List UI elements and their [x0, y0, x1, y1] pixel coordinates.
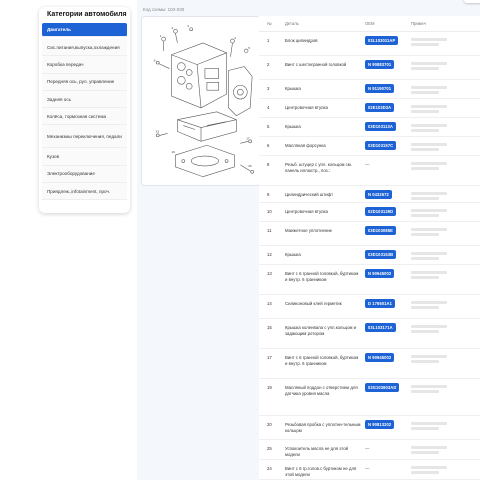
svg-text:2: 2 — [171, 26, 174, 31]
row-part-name: Винт с 6 гранной головкой, буртиком и внутр. 6 гранником — [285, 271, 359, 282]
header-note: Примеч — [411, 21, 426, 26]
row-part-name: Масляная форсунка — [285, 143, 326, 148]
row-part-name: Манжетное уплотнение — [285, 228, 333, 233]
row-note — [409, 222, 480, 236]
row-oem-cell — [365, 349, 409, 362]
row-number: 20 — [267, 422, 272, 427]
oem-number-button[interactable]: N 90945002 — [365, 269, 394, 278]
table-row[interactable] — [259, 460, 480, 480]
note-placeholder — [411, 427, 439, 430]
header-part: Деталь — [285, 21, 299, 26]
note-placeholder — [411, 43, 439, 46]
row-part-name: Центровочная втулка — [285, 209, 328, 214]
table-row[interactable] — [259, 246, 480, 265]
category-item-front-axle-steering[interactable]: Передняя ось, рул. управление — [42, 74, 127, 91]
row-number: 25 — [267, 446, 272, 451]
row-oem-cell — [365, 156, 409, 167]
category-item-engine[interactable]: Двигатель — [42, 23, 127, 37]
scheme-code: Код схемы: 103-030 — [143, 7, 185, 12]
row-number: 10 — [267, 209, 272, 214]
table-row[interactable] — [259, 379, 480, 416]
row-oem-cell — [365, 246, 409, 259]
row-number: 9 — [267, 192, 270, 197]
oem-number-button[interactable]: N 91190701 — [365, 84, 394, 93]
row-number: 1 — [267, 38, 270, 43]
category-item-wheels-brakes[interactable]: Колёса, тормозная система — [42, 108, 127, 125]
table-row[interactable] — [259, 99, 480, 118]
note-placeholder — [411, 143, 447, 146]
row-part-name: Винт с шестигранной головкой — [285, 62, 347, 67]
category-item-accessories[interactable]: Приядлеж.,infotainment, проч. — [42, 183, 127, 200]
category-item-gearbox[interactable]: Коробка передач — [42, 56, 127, 73]
note-placeholder — [411, 167, 439, 170]
header-number: № — [267, 21, 272, 26]
row-oem-cell — [365, 265, 409, 278]
row-oem-cell — [365, 80, 409, 93]
oem-number-button[interactable]: 03G103603AD — [365, 383, 399, 392]
note-placeholder — [411, 360, 439, 363]
note-placeholder — [411, 228, 447, 231]
row-number: 8 — [267, 162, 270, 167]
svg-text:5: 5 — [248, 45, 250, 50]
row-number: 24 — [267, 466, 272, 471]
row-note — [409, 440, 480, 454]
note-placeholder — [411, 466, 447, 469]
row-number: 2 — [267, 62, 270, 67]
table-row[interactable] — [259, 156, 480, 186]
row-part-name: Крышка — [285, 124, 301, 129]
row-note — [409, 156, 480, 170]
parts-table — [259, 16, 480, 480]
note-placeholder — [411, 148, 439, 151]
note-placeholder — [411, 271, 447, 274]
note-placeholder — [411, 124, 447, 127]
row-number: 19 — [267, 385, 272, 390]
row-oem-cell — [365, 295, 409, 308]
oem-number-button[interactable]: 03D103157C — [365, 141, 396, 150]
row-note — [409, 379, 480, 393]
table-row[interactable] — [259, 118, 480, 137]
oem-number-button[interactable]: N 0432672 — [365, 190, 392, 199]
row-oem-cell — [365, 32, 409, 45]
category-item-electrics[interactable]: Электрооборудование — [42, 166, 127, 183]
table-row[interactable] — [259, 319, 480, 349]
oem-number-button[interactable]: 02E103D3A — [365, 103, 394, 112]
row-number: 13 — [267, 271, 272, 276]
engine-block-diagram — [142, 17, 260, 185]
oem-number-button[interactable]: N 90883701 — [365, 60, 394, 69]
note-placeholder — [411, 252, 447, 255]
oem-number-button[interactable]: 03L103171A — [365, 323, 396, 332]
category-item-body[interactable]: Кузов — [42, 148, 127, 165]
note-placeholder — [411, 446, 447, 449]
row-note — [409, 295, 480, 309]
top-right-button[interactable] — [464, 0, 480, 3]
note-placeholder — [411, 67, 439, 70]
note-placeholder — [411, 129, 439, 132]
svg-text:1: 1 — [159, 34, 162, 39]
svg-text:3: 3 — [187, 24, 189, 29]
row-note — [409, 99, 480, 113]
parts-table-header — [259, 16, 480, 32]
row-oem-cell — [365, 319, 409, 332]
row-oem-cell — [365, 203, 409, 216]
row-number: 12 — [267, 252, 272, 257]
oem-number-button[interactable]: 03D103153B — [365, 250, 396, 259]
table-row[interactable] — [259, 349, 480, 379]
oem-number-button[interactable]: 03L103011AP — [365, 36, 398, 45]
row-part-name: Блок цилиндров — [285, 38, 318, 43]
note-placeholder — [411, 162, 447, 165]
table-row[interactable] — [259, 80, 480, 99]
note-placeholder — [411, 422, 447, 425]
table-row[interactable] — [259, 265, 480, 295]
note-placeholder — [411, 257, 439, 260]
parts-table-body — [259, 32, 480, 480]
row-oem-cell — [365, 440, 409, 451]
row-note — [409, 246, 480, 260]
table-row[interactable] — [259, 222, 480, 246]
note-placeholder — [411, 192, 447, 195]
row-number: 15 — [267, 325, 272, 330]
row-part-name: Резьб. штуцер с упл. кольцом см. панель иллюстр., поз.: — [285, 162, 352, 173]
note-placeholder — [411, 276, 439, 279]
note-placeholder — [411, 330, 439, 333]
row-note — [409, 203, 480, 217]
table-row[interactable] — [259, 203, 480, 222]
row-note — [409, 137, 480, 151]
note-placeholder — [411, 86, 447, 89]
row-part-name: Масляный поддон с отверстием для датчика уровня масла — [285, 385, 358, 396]
row-oem-cell — [365, 118, 409, 131]
row-part-name: Винт с 6 гранной головкой, буртиком и внутр. 6 гранником — [285, 355, 359, 366]
table-row[interactable] — [259, 32, 480, 56]
row-part-name: Крышка коленвала с упл.кольцом и задающим ротором — [285, 325, 357, 336]
category-item-rear-axle[interactable]: Задняя ось — [42, 91, 127, 108]
note-placeholder — [411, 62, 447, 65]
row-oem-cell — [365, 186, 409, 199]
note-placeholder — [411, 214, 439, 217]
row-part-name: Силиконовый клей герметик — [285, 301, 342, 306]
row-note — [409, 118, 480, 132]
svg-text:6: 6 — [153, 58, 156, 63]
note-placeholder — [411, 451, 439, 454]
row-note — [409, 265, 480, 279]
table-row[interactable] — [259, 416, 480, 440]
oem-number-button[interactable]: D 176501A1 — [365, 299, 395, 308]
exploded-diagram[interactable] — [141, 16, 261, 186]
main-area — [137, 0, 480, 480]
row-part-name: Винт с 6 гр.голов.с буртиком не для этой модели — [285, 466, 357, 477]
row-note — [409, 186, 480, 200]
row-number: 6 — [267, 143, 270, 148]
row-oem-cell — [365, 137, 409, 150]
category-panel-title: Категории автомобиля — [47, 11, 127, 18]
note-placeholder — [411, 306, 439, 309]
row-oem-cell — [365, 460, 409, 471]
row-oem-cell — [365, 56, 409, 69]
row-part-name: Цилиндрический штифт — [285, 192, 334, 197]
row-note — [409, 460, 480, 474]
oem-number-button[interactable]: 03D103113A — [365, 122, 396, 131]
row-part-name: Центровочная втулка — [285, 105, 328, 110]
category-panel — [39, 7, 130, 213]
note-placeholder — [411, 209, 447, 212]
svg-text:19: 19 — [171, 150, 175, 155]
table-row[interactable] — [259, 186, 480, 203]
oem-number-button[interactable]: N 90813202 — [365, 420, 394, 429]
note-placeholder — [411, 355, 447, 358]
note-placeholder — [411, 38, 447, 41]
row-oem-cell — [365, 416, 409, 429]
row-note — [409, 349, 480, 363]
table-row[interactable] — [259, 295, 480, 319]
row-oem-cell — [365, 222, 409, 235]
row-oem-empty: — — [365, 466, 370, 471]
category-item-fuel-exhaust-cooling[interactable]: Сис.питания,выпуска,охлаждения — [42, 39, 127, 56]
oem-number-button[interactable]: N 90945002 — [365, 353, 394, 362]
oem-number-button[interactable]: 03D103085E — [365, 226, 396, 235]
svg-text:4: 4 — [234, 36, 237, 41]
row-part-name: Резьбовая пробка с уплотни-тельным кольцом — [285, 422, 361, 433]
row-number: 3 — [267, 86, 270, 91]
row-part-name: Крышка — [285, 86, 301, 91]
row-note — [409, 416, 480, 430]
note-placeholder — [411, 390, 439, 393]
header-oem: OEM — [365, 21, 375, 26]
table-row[interactable] — [259, 137, 480, 156]
row-part-name: Крышка — [285, 252, 301, 257]
note-placeholder — [411, 110, 439, 113]
row-note — [409, 32, 480, 46]
row-number: 11 — [267, 228, 272, 233]
oem-number-button[interactable]: 02D103139D — [365, 207, 396, 216]
row-number: 5 — [267, 124, 270, 129]
table-row[interactable] — [259, 56, 480, 80]
svg-text:20: 20 — [248, 163, 252, 168]
note-placeholder — [411, 105, 447, 108]
note-placeholder — [411, 197, 439, 200]
note-placeholder — [411, 91, 439, 94]
row-number: 17 — [267, 355, 272, 360]
note-placeholder — [411, 325, 447, 328]
note-placeholder — [411, 471, 439, 474]
category-list — [39, 23, 130, 200]
category-item-shift-pedals[interactable]: Механизмы переключения, педали — [42, 125, 127, 148]
svg-text:13: 13 — [155, 129, 160, 134]
note-placeholder — [411, 233, 439, 236]
row-part-name: Успокоитель масла не для этой модели — [285, 446, 349, 457]
row-number: 4 — [267, 105, 270, 110]
row-note — [409, 319, 480, 333]
row-number: 14 — [267, 301, 272, 306]
row-oem-empty: — — [365, 446, 370, 451]
svg-text:17: 17 — [246, 136, 250, 141]
note-placeholder — [411, 301, 447, 304]
row-oem-cell — [365, 379, 409, 392]
note-placeholder — [411, 385, 447, 388]
row-note — [409, 56, 480, 70]
table-row[interactable] — [259, 440, 480, 460]
row-note — [409, 80, 480, 94]
row-oem-cell — [365, 99, 409, 112]
row-oem-empty: — — [365, 162, 370, 167]
